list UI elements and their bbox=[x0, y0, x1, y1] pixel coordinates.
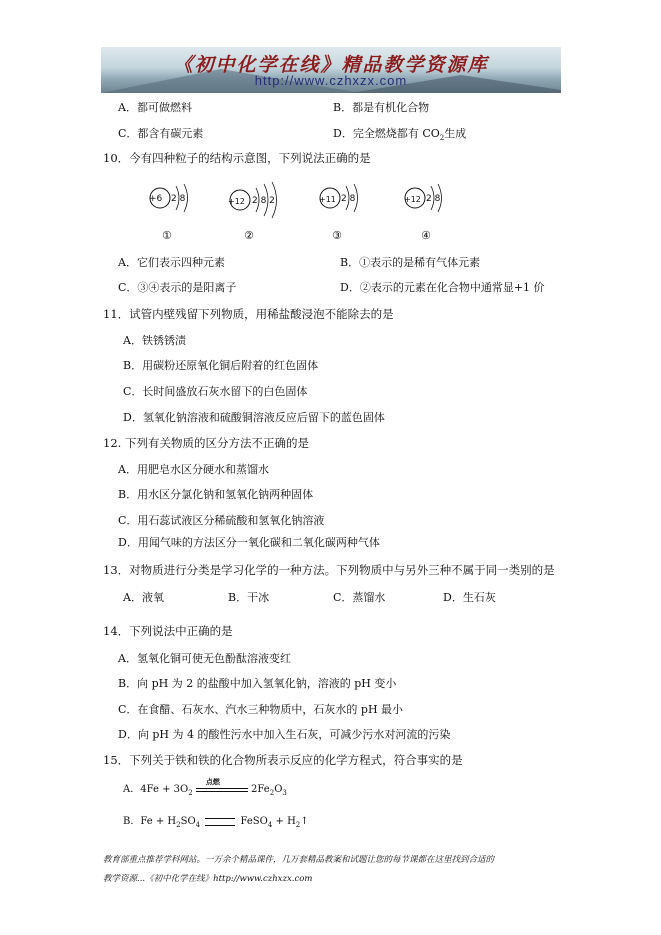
q10-option-a: A．它们表示四种元素 bbox=[118, 256, 225, 269]
q12-option-a: A．用肥皂水区分硬水和蒸馏水 bbox=[118, 463, 269, 476]
q10-stem: 10．今有四种粒子的结构示意图，下列说法正确的是 bbox=[103, 151, 371, 165]
q13-stem: 13．对物质进行分类是学习化学的一种方法。下列物质中与另外三种不属于同一类别的是 bbox=[103, 563, 555, 577]
atom-1-nucleus: +6 bbox=[149, 194, 163, 204]
gas-arrow: ↑ bbox=[300, 816, 309, 827]
q13-option-c: C．蒸馏水 bbox=[333, 591, 386, 604]
banner-url[interactable]: http://www.czhxzx.com bbox=[254, 73, 408, 88]
q10-option-d: D．②表示的元素在化合物中通常显+1 价 bbox=[340, 281, 545, 294]
q13-option-d: D．生石灰 bbox=[443, 591, 496, 604]
q13-option-b: B．干冰 bbox=[228, 591, 270, 604]
footer-line-1: 教育部重点推荐学科网站。一万余个精品课件，几万套精品教案和试题让您的每节课都在这里找到合适的 bbox=[103, 855, 495, 865]
q14-option-c: C．在食醋、石灰水、汽水三种物质中，石灰水的 pH 最小 bbox=[118, 703, 404, 716]
q9-option-b: B．都是有机化合物 bbox=[333, 101, 430, 114]
q9-option-a: A．都可做燃料 bbox=[118, 101, 192, 114]
q15-option-a-equation: A．$4Fe + 3O_2$ 点燃 $2Fe_2O_3$ bbox=[123, 776, 287, 797]
q10-option-c: C．③④表示的是阳离子 bbox=[118, 281, 237, 294]
atom-3-label: ③ bbox=[332, 229, 342, 242]
q11-option-c: C．长时间盛放石灰水留下的白色固体 bbox=[123, 385, 308, 398]
atom-3-nucleus: +11 bbox=[319, 195, 336, 204]
q10-option-b: B．①表示的是稀有气体元素 bbox=[340, 256, 481, 269]
atom-4-shells: 2 8 bbox=[426, 194, 441, 204]
q11-option-b: B．用碳粉还原氧化铜后附着的红色固体 bbox=[123, 359, 319, 372]
atom-4-nucleus: +12 bbox=[404, 195, 421, 204]
q14-option-a: A．氢氧化铜可使无色酚酞溶液变红 bbox=[118, 652, 291, 665]
equals-sign bbox=[205, 818, 235, 826]
q13-option-a: A．液氧 bbox=[123, 591, 164, 604]
reaction-condition: 点燃 bbox=[205, 776, 220, 786]
header-banner bbox=[101, 47, 561, 93]
q14-stem: 14．下列说法中正确的是 bbox=[103, 624, 233, 638]
q11-stem: 11．试管内壁残留下列物质，用稀盐酸浸泡不能除去的是 bbox=[103, 307, 394, 321]
atom-4-label: ④ bbox=[421, 229, 431, 242]
q15-stem: 15．下列关于铁和铁的化合物所表示反应的化学方程式，符合事实的是 bbox=[103, 753, 463, 767]
footer-line-2: 教学资源...《初中化学在线》http://www.czhxzx.com bbox=[103, 874, 313, 884]
banner-title: 《初中化学在线》精品教学资源库 bbox=[173, 54, 489, 76]
atom-2-label: ② bbox=[244, 229, 254, 242]
atom-3-shells: 2 8 bbox=[341, 194, 356, 204]
q12-option-d: D．用闻气味的方法区分一氧化碳和二氧化碳两种气体 bbox=[118, 536, 380, 549]
q9-option-c: C．都含有碳元素 bbox=[118, 127, 204, 140]
q11-option-a: A．铁锈锈渍 bbox=[123, 334, 186, 347]
atom-1-label: ① bbox=[162, 229, 172, 242]
q12-option-c: C．用石蕊试液区分稀硫酸和氢氧化钠溶液 bbox=[118, 514, 325, 527]
reaction-arrow bbox=[196, 776, 248, 795]
q11-option-d: D．氢氧化钠溶液和硫酸铜溶液反应后留下的蓝色固体 bbox=[123, 411, 385, 424]
q12-option-b: B．用水区分氯化钠和氢氧化钠两种固体 bbox=[118, 488, 314, 501]
atom-2-shells: 2 8 2 bbox=[252, 196, 275, 206]
q9-option-d: D．完全燃烧都有 $CO_2$生成 bbox=[333, 127, 467, 143]
q14-option-d: D．向 pH 为 4 的酸性污水中加入生石灰，可减少污水对河流的污染 bbox=[118, 728, 451, 741]
atom-1-shells: 2 8 bbox=[171, 194, 186, 204]
atom-2-nucleus: +12 bbox=[228, 197, 245, 206]
q14-option-b: B．向 pH 为 2 的盐酸中加入氢氧化钠，溶液的 pH 变小 bbox=[118, 677, 397, 690]
q15-option-b-equation: B．$Fe + H_2SO_4$ FeSO$_4$ + $H_2↑$ bbox=[123, 816, 309, 829]
q12-stem: 12. 下列有关物质的区分方法不正确的是 bbox=[103, 436, 309, 450]
